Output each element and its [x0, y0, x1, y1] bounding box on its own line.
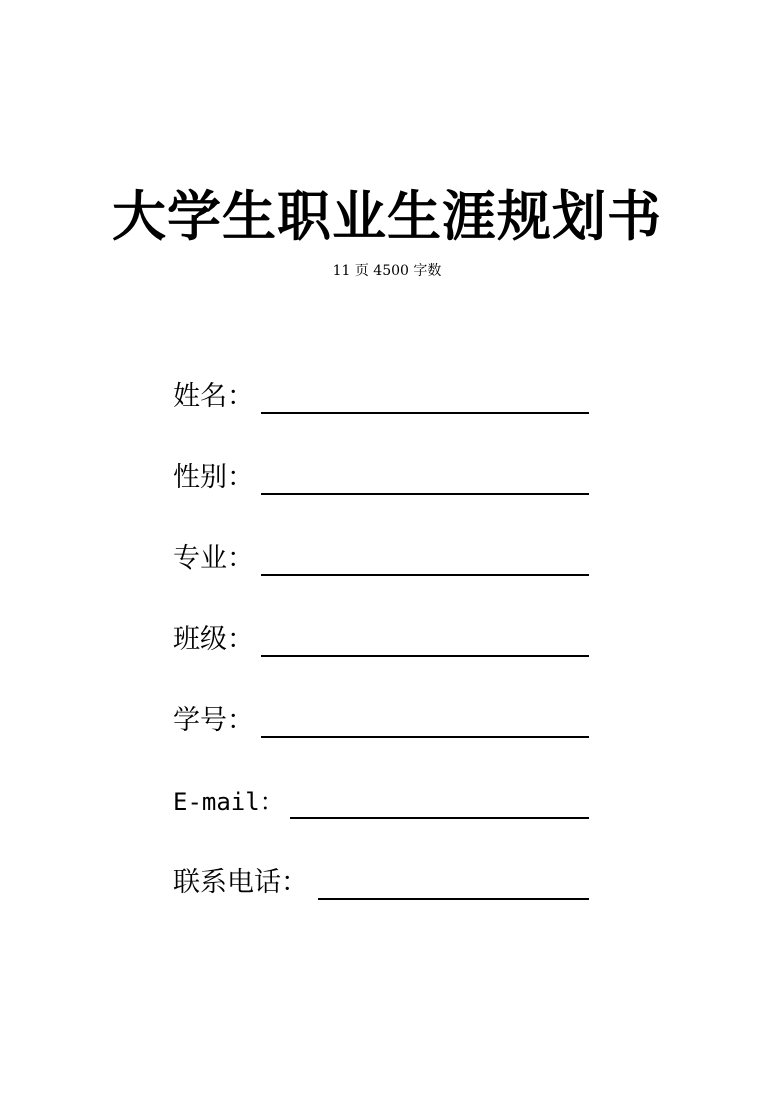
phone-blank-line[interactable] [318, 898, 589, 900]
class-blank-line[interactable] [261, 655, 589, 657]
class-field [173, 617, 589, 657]
class-label: 班级： [173, 624, 254, 655]
major-label: 专业： [173, 543, 254, 574]
page-subtitle: 11 页 4500 字数 [332, 263, 442, 279]
phone-field [173, 860, 589, 900]
gender-field [173, 455, 589, 495]
gender-label: 性别： [173, 462, 254, 493]
email-field [173, 779, 589, 819]
student-id-field [173, 698, 589, 738]
major-field [173, 536, 589, 576]
name-field [173, 374, 589, 414]
email-label: E-mail： [173, 788, 284, 816]
student-id-blank-line[interactable] [261, 736, 589, 738]
name-label: 姓名： [173, 381, 254, 412]
page-title: 大学生职业生涯规划书 [112, 185, 662, 248]
name-blank-line[interactable] [261, 412, 589, 414]
email-blank-line[interactable] [290, 817, 589, 819]
major-blank-line[interactable] [261, 574, 589, 576]
phone-label: 联系电话： [173, 867, 308, 898]
gender-blank-line[interactable] [261, 493, 589, 495]
student-id-label: 学号： [173, 705, 254, 736]
